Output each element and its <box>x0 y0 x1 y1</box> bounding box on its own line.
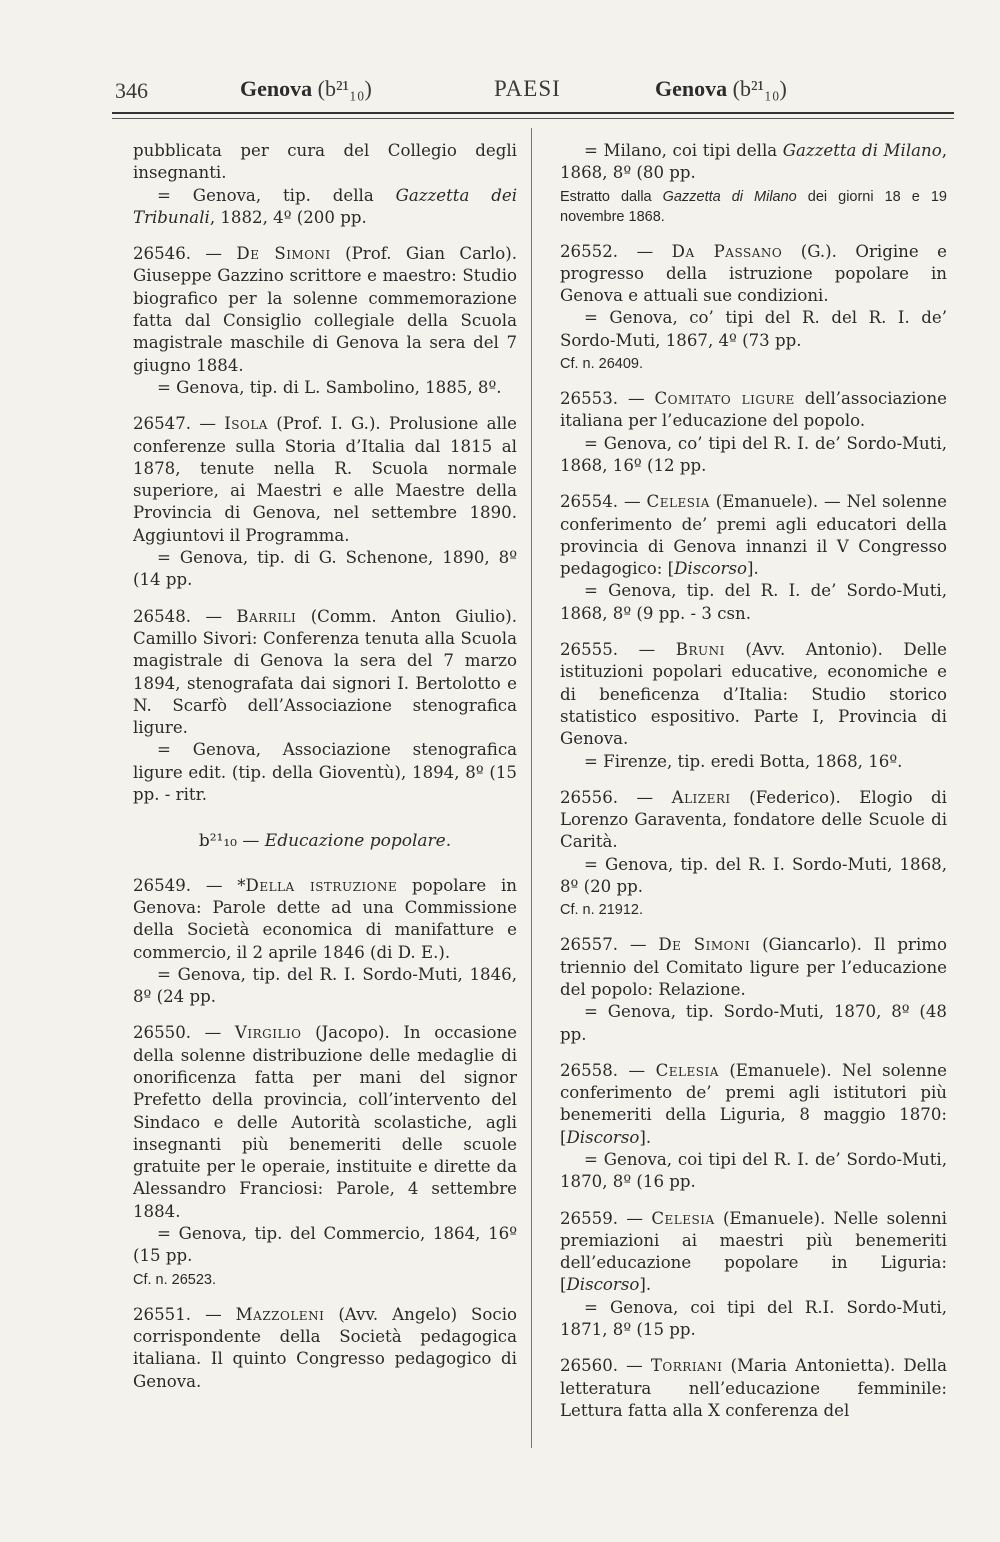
author-name: Mazzoleni <box>235 1304 325 1324</box>
header-left <box>240 76 372 102</box>
italic-title: Gazzetta di Milano <box>662 188 797 205</box>
header-right-name: Genova <box>655 76 728 101</box>
author-name: Celesia <box>646 492 710 512</box>
text-run: Estratto dalla <box>560 188 663 205</box>
imprint-line <box>560 307 947 352</box>
text-run: 26555. — <box>560 640 676 660</box>
author-name: De Simoni <box>236 244 331 264</box>
imprint-line <box>133 377 517 399</box>
entry-text <box>560 787 947 854</box>
imprint-line <box>133 185 517 230</box>
text-run: 26546. — <box>133 244 237 264</box>
text-run: = Genova, tip. del R. I. Sordo-Muti, 1868, 8º (20 pp. <box>560 854 947 897</box>
header-left-name: Genova <box>240 76 313 101</box>
author-name: Della istruzione <box>245 875 398 895</box>
text-run: (Prof. I. G.). Prolusione alle conferenze sulla Storia d’Italia dal 1815 al 1878, tenute nella R. Scuola normale superiore, ai Maestri e alle Maestre della Provincia di Genova, nel settembre 1890. Aggiuntovi il Programma. <box>133 414 517 545</box>
header-rule-thick <box>112 112 954 114</box>
text-run: = Genova, coi tipi del R.I. Sordo-Muti, 1871, 8º (15 pp. <box>560 1297 947 1340</box>
text-run: 26559. — <box>560 1208 652 1228</box>
author-name: Barrili <box>236 606 297 626</box>
imprint-line <box>560 1149 947 1194</box>
entry-note <box>560 354 947 374</box>
bibliography-entry-26547 <box>133 413 517 591</box>
imprint-line <box>560 140 947 185</box>
header-rule-thin <box>112 118 954 119</box>
author-name: Torriani <box>650 1356 723 1376</box>
italic-title: Discorso <box>674 559 747 579</box>
text-run: = Genova, tip. Sordo-Muti, 1870, 8º (48 pp. <box>560 1002 947 1044</box>
entry-text <box>133 140 517 185</box>
imprint-line <box>560 433 947 478</box>
bibliography-entry-26549 <box>133 875 517 1009</box>
text-run: 26557. — <box>560 935 659 955</box>
imprint-line <box>560 854 947 899</box>
text-run: (Giancarlo). Il primo triennio del Comitato ligure per l’educazione del popolo: Relazione. <box>560 935 947 999</box>
header-left-section: (b²¹₁₀) <box>317 76 372 101</box>
section-title: Educazione popolare. <box>264 831 452 852</box>
bibliography-entry-cont-r <box>560 140 947 227</box>
text-run: 26548. — <box>133 606 237 626</box>
text-run: , 1882, 4º (200 pp. <box>209 207 367 227</box>
text-run: Cf. n. 26523. <box>133 1271 217 1288</box>
italic-title: Gazzetta di Milano <box>782 141 942 160</box>
author-name: Celesia <box>651 1208 715 1228</box>
entry-text <box>560 934 947 1001</box>
header-center: PAESI <box>494 76 561 101</box>
imprint-line <box>133 739 517 806</box>
entry-note <box>133 1270 517 1290</box>
entry-text <box>133 875 517 964</box>
entry-text <box>133 243 517 377</box>
bibliography-entry-26556 <box>560 787 947 920</box>
text-run: = Genova, co’ tipi del R. I. de’ Sordo-Muti, 1868, 16º (12 pp. <box>560 433 947 475</box>
text-run: ]. <box>639 1275 652 1295</box>
column-separator <box>531 128 532 1448</box>
text-run: (Avv. Angelo) Socio corrispondente della Società pedagogica italiana. Il quinto Congresso pedagogico di Genova. <box>133 1304 517 1391</box>
header-right <box>655 76 787 102</box>
entry-text <box>133 1304 517 1393</box>
bibliography-entry-26552 <box>560 241 947 374</box>
text-run: = Genova, coi tipi del R. I. de’ Sordo-Muti, 1870, 8º (16 pp. <box>560 1149 947 1192</box>
running-header <box>0 70 1000 110</box>
section-code: b²¹₁₀ — <box>198 831 265 852</box>
text-run: Cf. n. 26409. <box>560 356 644 373</box>
text-run: 26547. — <box>133 414 225 434</box>
imprint-line <box>560 580 947 625</box>
bibliography-entry-26557 <box>560 934 947 1045</box>
author-name: Isola <box>224 414 268 434</box>
text-run: 26549. — * <box>133 875 246 895</box>
bibliography-entry-cont <box>133 140 517 229</box>
imprint-line <box>560 1001 947 1046</box>
entry-text <box>560 1355 947 1422</box>
text-run: ]. <box>746 559 759 579</box>
bibliography-entry-26554 <box>560 491 947 625</box>
text-run: 26551. — <box>133 1304 236 1324</box>
entry-text <box>560 1208 947 1297</box>
bibliography-entry-26553 <box>560 388 947 477</box>
left-column <box>133 140 517 1407</box>
author-name: Bruni <box>675 640 725 660</box>
text-run: = Genova, tip. di L. Sambolino, 1885, 8º. <box>157 377 502 397</box>
bibliography-entry-26559 <box>560 1208 947 1342</box>
imprint-line <box>133 964 517 1009</box>
entry-text <box>133 606 517 740</box>
text-run: (Avv. Antonio). Delle istituzioni popolari educative, economiche e di beneficenza d’Italia: Studio storico statistico espositivo. Parte I, Provincia di Genova. <box>560 640 947 749</box>
text-run: 26556. — <box>560 787 672 807</box>
text-run: = Genova, Associazione stenografica ligure edit. (tip. della Gioventù), 1894, 8º (15 pp. - ritr. <box>133 740 517 805</box>
entry-text <box>560 388 947 433</box>
bibliography-entry-26558 <box>560 1060 947 1194</box>
author-name: Virgilio <box>234 1023 302 1043</box>
bibliography-entry-26548 <box>133 606 517 807</box>
right-column <box>560 140 947 1436</box>
text-run: (Federico). Elogio di Lorenzo Garaventa, fondatore delle Scuole di Carità. <box>560 787 947 852</box>
bibliography-entry-26546 <box>133 243 517 399</box>
italic-title: Gazzetta dei Tribunali <box>133 185 517 227</box>
imprint-line <box>560 1297 947 1342</box>
author-name: De Simoni <box>658 935 751 955</box>
text-run: dei giorni 18 e 19 novembre 1868. <box>560 188 947 225</box>
author-name: Celesia <box>655 1060 719 1080</box>
text-run: = Milano, coi tipi della <box>584 141 783 160</box>
bibliography-entry-26550 <box>133 1022 517 1289</box>
text-run: 26553. — <box>560 389 655 409</box>
header-right-section: (b²¹₁₀) <box>732 76 787 101</box>
imprint-line <box>133 547 517 592</box>
text-run: = Genova, tip. della <box>157 185 396 205</box>
imprint-line <box>133 1223 517 1268</box>
text-run: 26560. — <box>560 1356 651 1376</box>
text-run: = Genova, co’ tipi del R. del R. I. de’ Sordo-Muti, 1867, 4º (73 pp. <box>560 308 947 350</box>
text-run: (Maria Antonietta). Della letteratura nell’educazione femminile: Lettura fatta alla X conferenza del <box>560 1356 947 1420</box>
entry-text <box>560 491 947 580</box>
entry-text <box>560 241 947 308</box>
bibliography-entry-26555 <box>560 639 947 773</box>
text-run: (Emanuele). Nel solenne conferimento de’ premi agli istitutori più benemeriti della Liguria, 8 maggio 1870: [ <box>560 1060 947 1147</box>
author-name: Comitato ligure <box>654 389 795 409</box>
author-name: Da Passano <box>671 241 783 261</box>
entry-text <box>560 1060 947 1149</box>
imprint-line <box>560 751 947 773</box>
entry-note <box>560 187 947 227</box>
entry-text <box>560 639 947 750</box>
text-run: = Genova, tip. del R. I. Sordo-Muti, 1846, 8º (24 pp. <box>133 964 517 1007</box>
text-run: (Prof. Gian Carlo). Giuseppe Gazzino scrittore e maestro: Studio biografico per la solenne commemorazione fatta dal Consiglio collegiale della Scuola magistrale maschile di Genova la sera del 7 giugno 1884. <box>133 244 517 375</box>
entry-text <box>133 413 517 547</box>
text-run: ]. <box>639 1127 652 1147</box>
italic-title: Discorso <box>566 1275 640 1295</box>
text-run: = Firenze, tip. eredi Botta, 1868, 16º. <box>584 751 903 771</box>
italic-title: Discorso <box>566 1127 640 1147</box>
bibliography-entry-26560 <box>560 1355 947 1422</box>
text-run: (Emanuele). Nelle solenni premiazioni ai maestri più benemeriti dell’educazione popolare in Liguria: [ <box>560 1208 947 1295</box>
text-run: = Genova, tip. del Commercio, 1864, 16º (15 pp. <box>133 1224 517 1266</box>
entry-note <box>560 900 947 920</box>
text-run: (G.). Origine e progresso della istruzione popolare in Genova e attuali sue condizioni. <box>560 241 947 306</box>
page-number: 346 <box>115 78 148 103</box>
text-run: 26550. — <box>133 1023 235 1043</box>
author-name: Alizeri <box>671 787 731 807</box>
text-run: dell’associazione italiana per l’educazione del popolo. <box>560 389 947 431</box>
text-run: 26552. — <box>560 241 672 261</box>
entry-text <box>133 1022 517 1223</box>
section-heading <box>133 830 517 852</box>
text-run: Cf. n. 21912. <box>560 902 644 919</box>
text-run: popolare in Genova: Parole dette ad una Commissione della Società economica di manifatture e commercio, il 2 aprile 1846 (di D. E.). <box>133 875 517 962</box>
text-run: , 1868, 8º (80 pp. <box>560 141 947 183</box>
text-run: = Genova, tip. del R. I. de’ Sordo-Muti, 1868, 8º (9 pp. - 3 csn. <box>560 581 947 623</box>
text-run: pubblicata per cura del Collegio degli insegnanti. <box>133 141 517 183</box>
text-run: (Emanuele). — Nel solenne conferimento de’ premi agli educatori della provincia di Genova innanzi il V Congresso pedagogico: [ <box>560 492 947 579</box>
text-run: 26554. — <box>560 492 647 512</box>
text-run: (Jacopo). In occasione della solenne distribuzione delle medaglie di onorificenza fatta per mani del signor Prefetto della provincia, coll’intervento del Sindaco e delle Autorità scolastiche, agli insegnanti più benemeriti delle scuole gratuite per le operaie, instituite e dirette da Alessandro Franciosi: Parole, 4 settembre 1884. <box>133 1023 517 1221</box>
text-run: = Genova, tip. di G. Schenone, 1890, 8º (14 pp. <box>133 548 517 590</box>
text-run: (Comm. Anton Giulio). Camillo Sivori: Conferenza tenuta alla Scuola magistrale di Genova la sera del 7 marzo 1894, stenografata dai signori I. Bertolotto e N. Scarfò dell’Associazione stenografica ligure. <box>133 606 517 738</box>
text-run: 26558. — <box>560 1060 656 1080</box>
bibliography-entry-26551 <box>133 1304 517 1393</box>
